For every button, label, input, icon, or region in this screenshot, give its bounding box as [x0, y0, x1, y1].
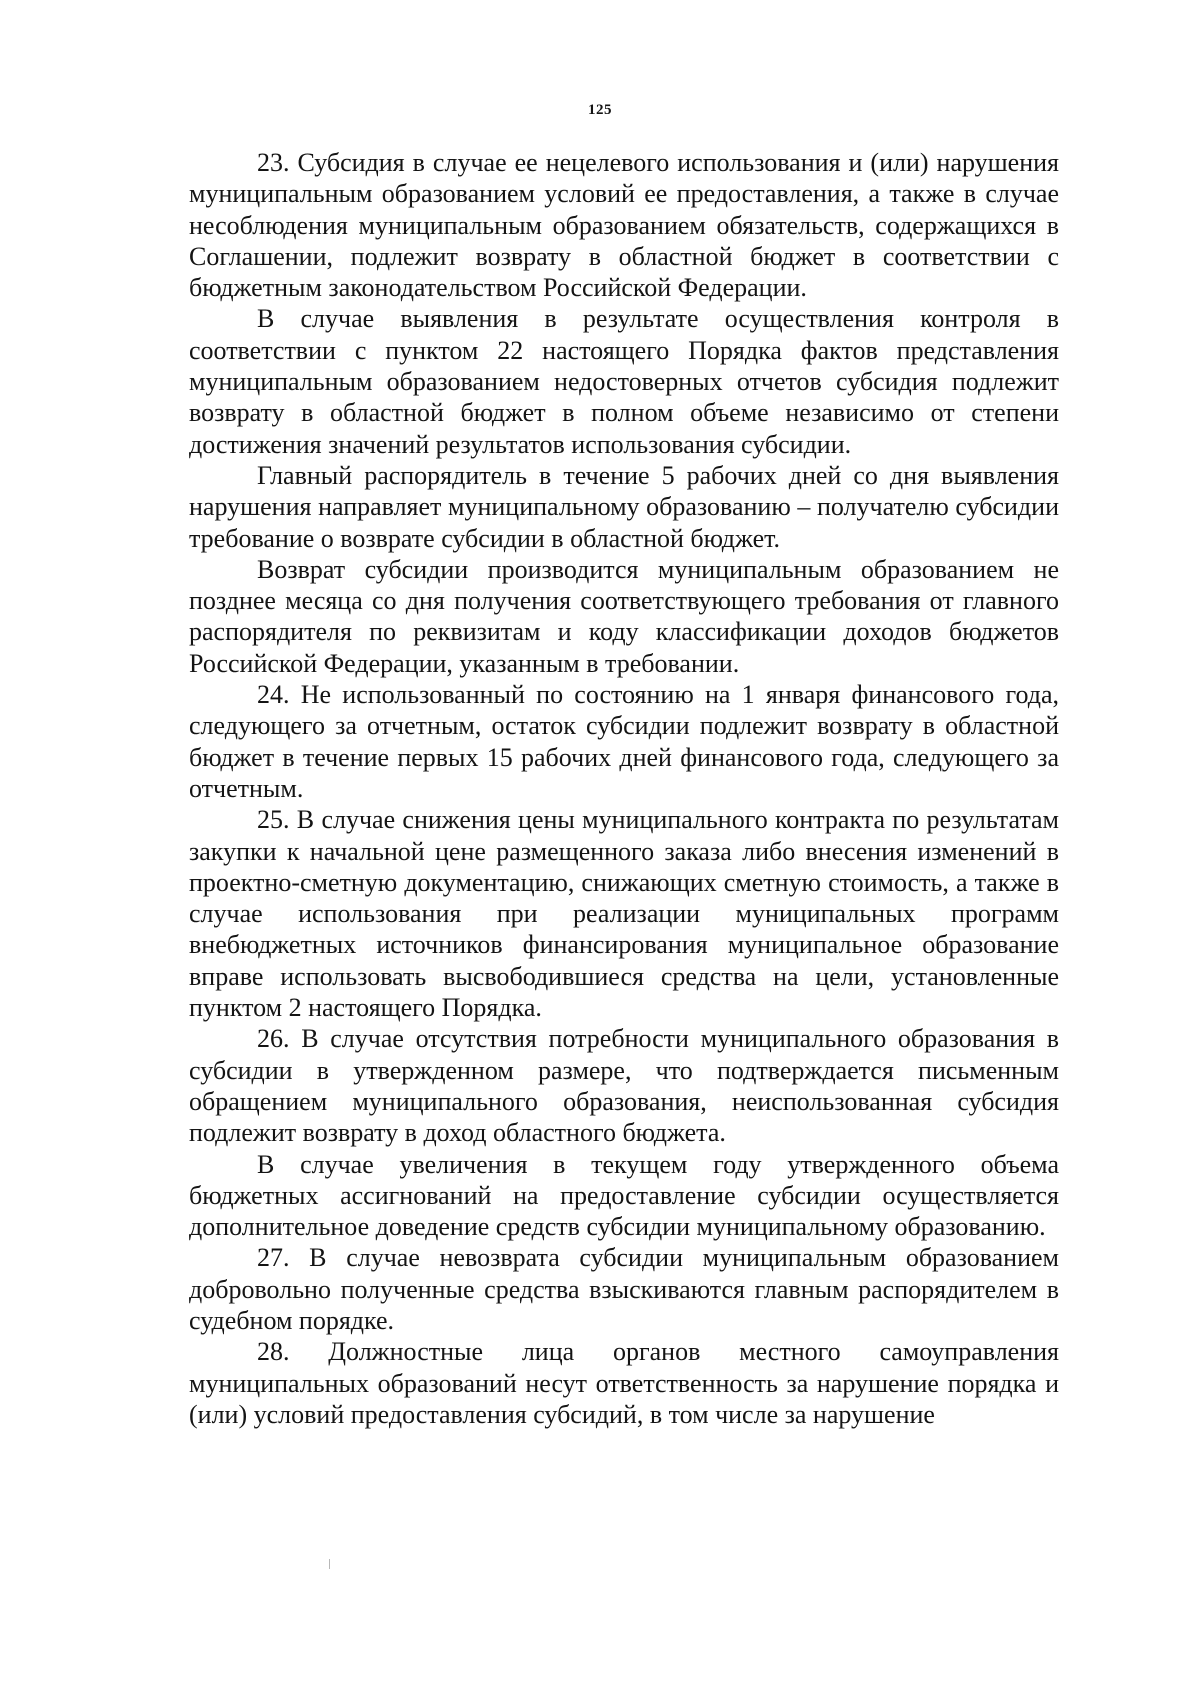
paragraph-26: 26. В случае отсутствия потребности муниципального образования в субсидии в утвержденном размере, что подтверждается письменным обращением муниципального образования, неиспользованная субсидия подлежит возврату в доход областного бюджета.	[189, 1024, 1059, 1148]
paragraph-24: 24. Не использованный по состоянию на 1 января финансового года, следующего за отчетным, остаток субсидии подлежит возврату в областной бюджет в течение первых 15 рабочих дней финансового года, следующего за отчетным.	[189, 680, 1059, 803]
paragraph-23-control: В случае выявления в результате осуществления контроля в соответствии с пунктом 22 настоящего Порядка фактов представления муниципальным образованием недостоверных отчетов субсидия подлежит возврату в областной бюджет в полном объеме независимо от степени достижения значений результатов использования субсидии.	[189, 304, 1059, 459]
paragraph-28: 28. Должностные лица органов местного самоуправления муниципальных образований несут ответственность за нарушение порядка и (или) условий предоставления субсидий, в том числе за нарушение	[189, 1337, 1059, 1429]
paragraph-23-return: Возврат субсидии производится муниципальным образованием не позднее месяца со дня получения соответствующего требования от главного распорядителя по реквизитам и коду классификации доходов бюджетов Российской Федерации, указанным в требовании.	[189, 554, 1059, 678]
scan-artifact	[329, 1559, 330, 1569]
paragraph-26-increase: В случае увеличения в текущем году утвержденного объема бюджетных ассигнований на предоставление субсидии осуществляется дополнительное доведение средств субсидии муниципальному образованию.	[189, 1149, 1059, 1242]
paragraph-23: 23. Субсидия в случае ее нецелевого использования и (или) нарушения муниципальным образованием условий ее предоставления, а также в случае несоблюдения муниципальным образованием обязательств, содержащихся в Соглашении, подлежит возврату в областной бюджет в соответствии с бюджетным законодательством Российской Федерации.	[189, 148, 1059, 303]
page-number: 125	[588, 102, 612, 118]
paragraph-25: 25. В случае снижения цены муниципального контракта по результатам закупки к начальной цене размещенного заказа либо внесения изменений в проектно-сметную документацию, снижающих сметную стоимость, а также в случае использования при реализации муниципальных программ внебюджетных источников финансирования муниципальное образование вправе использовать высвободившиеся средства на цели, установленные пунктом 2 настоящего Порядка.	[189, 805, 1059, 1023]
paragraph-23-requirement: Главный распорядитель в течение 5 рабочих дней со дня выявления нарушения направляет муниципальному образованию – получателю субсидии требование о возврате субсидии в областной бюджет.	[189, 460, 1059, 553]
body-text	[189, 147, 1059, 1430]
paragraph-27: 27. В случае невозврата субсидии муниципальным образованием добровольно полученные средства взыскиваются главным распорядителем в судебном порядке.	[189, 1243, 1059, 1335]
